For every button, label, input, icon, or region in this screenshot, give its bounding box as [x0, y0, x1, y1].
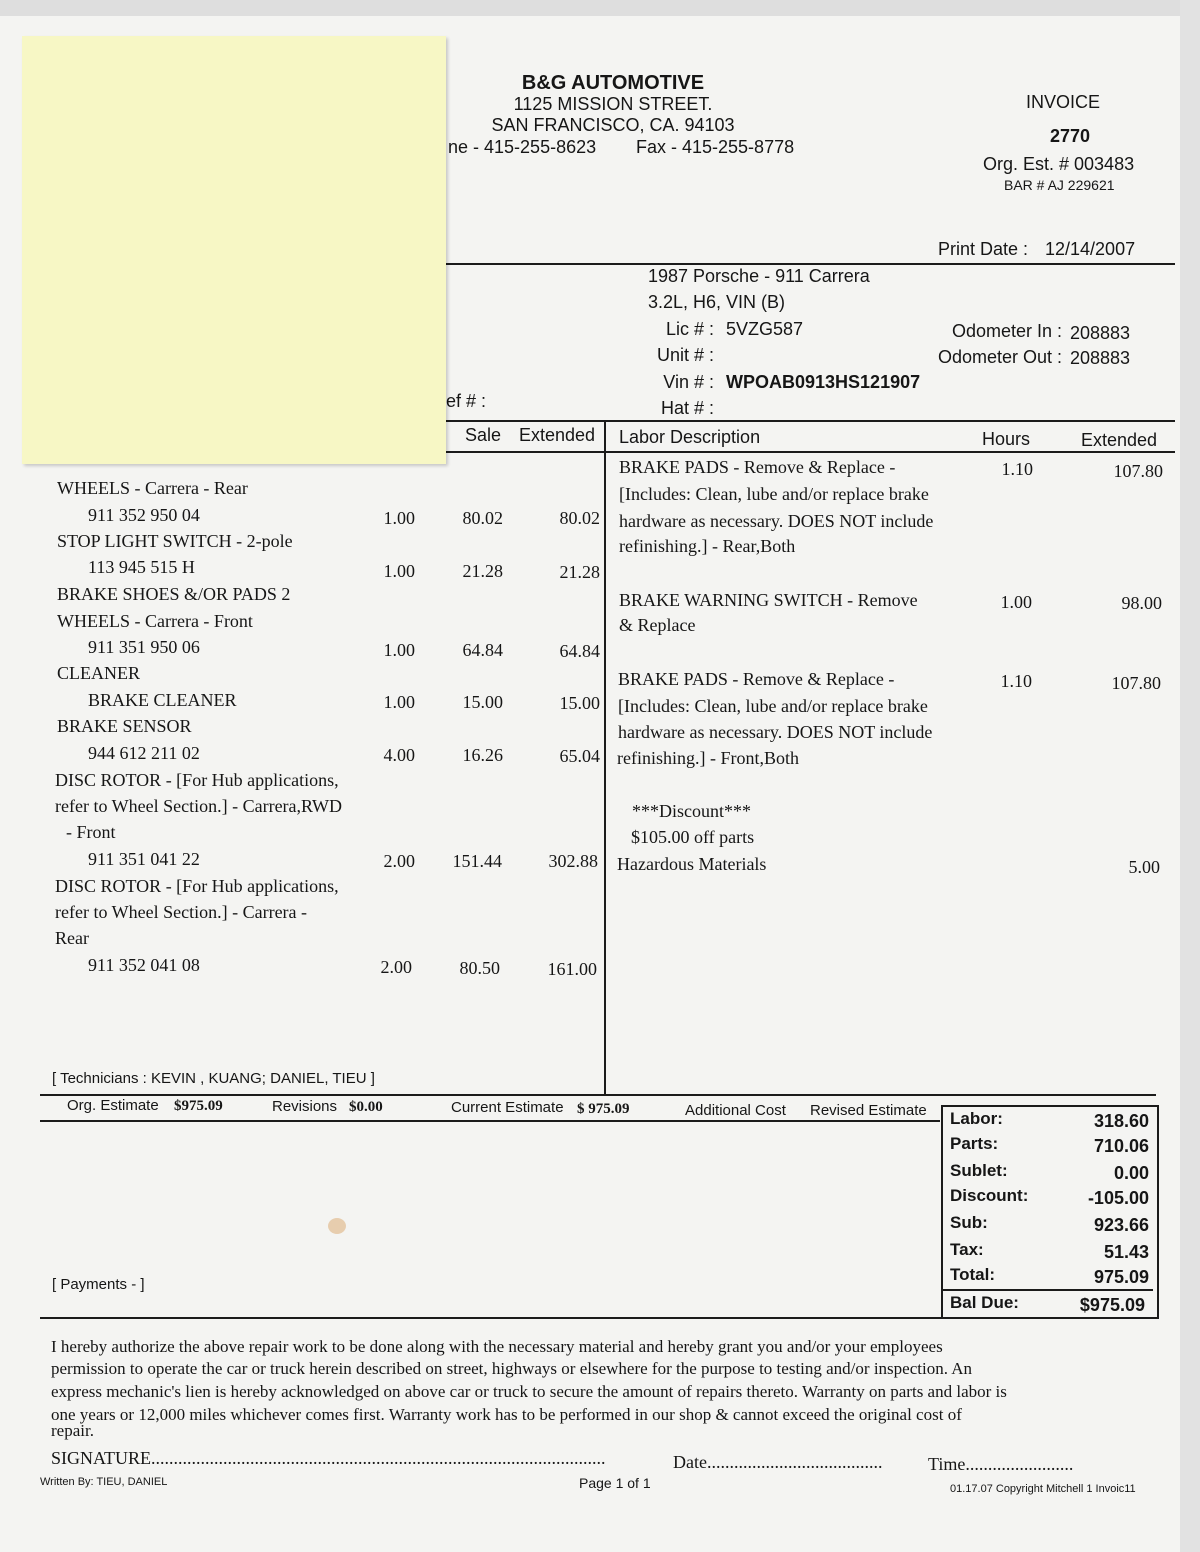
totals-label: Tax: — [950, 1240, 984, 1259]
part-sale: 64.84 — [462, 640, 503, 660]
part-desc: refer to Wheel Section.] - Carrera,RWD — [55, 796, 343, 816]
odometer-out-label: Odometer Out : — [937, 347, 1062, 367]
totals-tax — [943, 1240, 1157, 1266]
authorization-line: repair. — [51, 1421, 94, 1440]
part-qty: 1.00 — [383, 640, 415, 660]
shop-phone: ne - 415-255-8623 — [448, 137, 597, 157]
totals-label: Bal Due: — [950, 1293, 1019, 1312]
part-qty: 4.00 — [383, 745, 415, 765]
part-desc: refer to Wheel Section.] - Carrera - — [55, 902, 308, 922]
totals-value: 318.60 — [1093, 1111, 1149, 1131]
labor-line: refinishing.] - Rear,Both — [619, 536, 796, 556]
part-desc: DISC ROTOR - [For Hub applications, — [55, 876, 339, 896]
part-desc: BRAKE SHOES &/OR PADS 2 — [57, 584, 291, 604]
revisions-label: Revisions — [272, 1098, 338, 1115]
totals-value: 975.09 — [1093, 1267, 1149, 1287]
labor-line: BRAKE WARNING SWITCH - Remove — [619, 590, 918, 610]
shop-fax: Fax - 415-255-8778 — [636, 137, 795, 157]
totals-value: 923.66 — [1093, 1215, 1149, 1235]
part-number: 911 351 950 06 — [88, 637, 200, 657]
totals-value: 0.00 — [1113, 1163, 1149, 1183]
part-number: BRAKE CLEANER — [88, 690, 237, 710]
totals-value: $975.09 — [1079, 1295, 1145, 1315]
totals-label: Labor: — [950, 1109, 1003, 1128]
totals-label: Parts: — [950, 1134, 999, 1153]
shop-name: B&G AUTOMOTIVE — [521, 72, 705, 94]
authorization-line: express mechanic's lien is hereby acknowledged on above car or truck to secure the amount of repairs thereto. Warranty on parts and labor is — [51, 1382, 1007, 1401]
vehicle-model: 1987 Porsche - 911 Carrera — [648, 266, 870, 286]
discount-note: ***Discount*** — [632, 801, 751, 821]
part-qty: 2.00 — [380, 957, 412, 977]
odometer-out: 208883 — [1070, 348, 1131, 368]
part-extended: 64.84 — [559, 641, 600, 661]
labor-line: refinishing.] - Front,Both — [617, 748, 799, 768]
vin-label: Vin # : — [663, 372, 714, 392]
print-date-label: Print Date : — [938, 239, 1029, 259]
table-header-top-rule — [445, 420, 1175, 422]
labor-extended: 98.00 — [1121, 593, 1162, 613]
current-estimate-label: Current Estimate — [451, 1099, 564, 1116]
totals-sub — [943, 1213, 1157, 1239]
shop-city: SAN FRANCISCO, CA. 94103 — [491, 115, 735, 135]
part-number: 944 612 211 02 — [88, 743, 200, 763]
part-extended: 161.00 — [547, 959, 597, 979]
stain-mark — [328, 1218, 346, 1234]
org-estimate-number: Org. Est. # 003483 — [983, 154, 1135, 174]
scan-edge-top — [0, 0, 1200, 16]
shop-street: 1125 MISSION STREET. — [513, 94, 713, 114]
vehicle-engine: 3.2L, H6, VIN (B) — [648, 292, 786, 312]
payments-bottom-rule — [40, 1317, 1156, 1319]
labor-line: & Replace — [619, 615, 696, 635]
part-sale: 80.02 — [462, 508, 503, 528]
technicians: [ Technicians : KEVIN , KUANG; DANIEL, TIEU ] — [52, 1070, 375, 1087]
part-extended: 15.00 — [559, 693, 600, 713]
part-extended: 302.88 — [548, 851, 598, 871]
part-qty: 1.00 — [383, 692, 415, 712]
part-sale: 80.50 — [459, 958, 500, 978]
totals-balance-due — [943, 1293, 1153, 1319]
part-desc: STOP LIGHT SWITCH - 2-pole — [57, 531, 293, 551]
part-qty: 1.00 — [383, 561, 415, 581]
part-qty: 2.00 — [383, 851, 415, 871]
signature-line: SIGNATURE..................................................................................................... — [51, 1448, 606, 1468]
part-number: 911 351 041 22 — [88, 849, 200, 869]
sticky-note — [22, 36, 446, 464]
totals-label: Total: — [950, 1265, 996, 1284]
part-extended: 65.04 — [559, 746, 600, 766]
labor-header-extended: Extended — [1081, 430, 1158, 450]
part-desc: WHEELS - Carrera - Front — [57, 611, 253, 631]
part-desc: CLEANER — [57, 663, 140, 683]
balance-due-row — [943, 1289, 1153, 1317]
copyright: 01.17.07 Copyright Mitchell 1 Invoic11 — [950, 1483, 1136, 1495]
totals-label: Sublet: — [950, 1161, 1008, 1180]
odometer-in-label: Odometer In : — [951, 321, 1062, 341]
hazardous-materials: Hazardous Materials — [617, 854, 767, 874]
revised-estimate-label: Revised Estimate — [810, 1102, 927, 1119]
column-divider — [604, 421, 606, 1095]
unit-label: Unit # : — [656, 345, 714, 365]
totals-parts — [943, 1134, 1157, 1160]
payments: [ Payments - ] — [52, 1276, 145, 1293]
totals-total — [943, 1265, 1157, 1291]
org-estimate-label: Org. Estimate — [67, 1097, 159, 1114]
org-estimate-value: $975.09 — [174, 1098, 223, 1114]
vin-number: WPOAB0913HS121907 — [726, 372, 921, 392]
part-extended: 80.02 — [559, 508, 600, 528]
hazardous-materials-extended: 5.00 — [1128, 857, 1160, 877]
table-header-bottom-rule — [445, 451, 1175, 453]
part-desc: DISC ROTOR - [For Hub applications, — [55, 770, 339, 790]
page-number: Page 1 of 1 — [579, 1475, 651, 1491]
part-sale: 151.44 — [452, 851, 502, 871]
revisions-value: $0.00 — [349, 1099, 383, 1115]
ref-label: ef # : — [446, 391, 487, 411]
part-desc: BRAKE SENSOR — [57, 716, 192, 736]
totals-value: 710.06 — [1093, 1136, 1149, 1156]
estimate-bottom-rule — [40, 1120, 940, 1122]
totals-label: Sub: — [950, 1213, 988, 1232]
totals-value: -105.00 — [1087, 1188, 1149, 1208]
discount-amount: $105.00 off parts — [631, 827, 755, 847]
header-rule — [445, 263, 1175, 265]
labor-hours: 1.10 — [1001, 459, 1033, 479]
authorization-line: one years or 12,000 miles whichever comes first. Warranty work has to be performed in our shop & cannot exceed the original cost of — [51, 1405, 962, 1424]
part-qty: 1.00 — [383, 508, 415, 528]
license-number: 5VZG587 — [726, 319, 804, 339]
labor-hours: 1.00 — [1000, 592, 1032, 612]
labor-line: [Includes: Clean, lube and/or replace brake — [619, 484, 929, 504]
labor-line: [Includes: Clean, lube and/or replace brake — [618, 696, 928, 716]
estimate-top-rule — [40, 1094, 1156, 1096]
authorization-line: permission to operate the car or truck herein described on street, highways or elsewhere for the purpose to testing and/or inspection. An — [51, 1359, 973, 1378]
labor-line: hardware as necessary. DOES NOT include — [619, 511, 934, 531]
authorization-line: I hereby authorize the above repair work to be done along with the necessary material and hereby grant you and/or your employees — [51, 1337, 943, 1356]
labor-line: hardware as necessary. DOES NOT include — [618, 722, 933, 742]
totals-labor — [943, 1109, 1157, 1135]
part-desc: WHEELS - Carrera - Rear — [57, 478, 248, 498]
bar-number: BAR # AJ 229621 — [1004, 177, 1115, 193]
date-line: Date....................................... — [673, 1452, 883, 1472]
print-date: 12/14/2007 — [1045, 239, 1136, 259]
part-extended: 21.28 — [559, 562, 600, 582]
invoice-number: 2770 — [1049, 126, 1091, 146]
totals-discount — [943, 1186, 1157, 1212]
odometer-in: 208883 — [1070, 323, 1131, 343]
labor-line: BRAKE PADS - Remove & Replace - — [619, 457, 896, 477]
hat-label: Hat # : — [660, 398, 714, 418]
written-by: Written By: TIEU, DANIEL — [40, 1476, 168, 1488]
part-desc: Rear — [55, 928, 89, 948]
invoice-label: INVOICE — [1025, 92, 1100, 112]
part-sale: 16.26 — [462, 745, 503, 765]
labor-extended: 107.80 — [1113, 461, 1163, 481]
labor-header-description: Labor Description — [619, 427, 761, 447]
totals-box — [941, 1105, 1159, 1319]
part-sale: 15.00 — [462, 692, 503, 712]
part-sale: 21.28 — [462, 561, 503, 581]
labor-extended: 107.80 — [1111, 673, 1161, 693]
totals-label: Discount: — [950, 1186, 1029, 1205]
totals-sublet — [943, 1161, 1157, 1187]
parts-header-sale: Sale — [465, 425, 502, 445]
license-label: Lic # : — [665, 319, 714, 339]
part-desc: - Front — [57, 822, 116, 842]
parts-header-extended: Extended — [519, 425, 596, 445]
time-line: Time........................ — [928, 1454, 1074, 1474]
part-number: 113 945 515 H — [88, 557, 195, 577]
labor-header-hours: Hours — [982, 429, 1031, 449]
additional-cost-label: Additional Cost — [685, 1102, 786, 1119]
current-estimate-value: $ 975.09 — [577, 1101, 630, 1117]
labor-line: BRAKE PADS - Remove & Replace - — [618, 669, 895, 689]
part-number: 911 352 041 08 — [88, 955, 200, 975]
totals-value: 51.43 — [1103, 1242, 1149, 1262]
part-number: 911 352 950 04 — [88, 505, 200, 525]
scan-edge-right — [1180, 0, 1200, 1552]
labor-hours: 1.10 — [1000, 671, 1032, 691]
